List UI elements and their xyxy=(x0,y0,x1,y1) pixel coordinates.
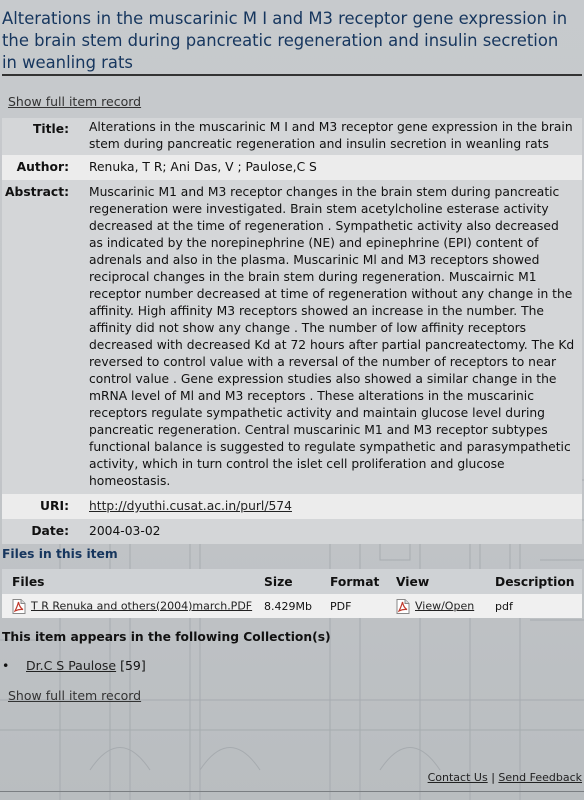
view-open-link[interactable]: View/Open xyxy=(415,599,475,612)
pdf-file-icon xyxy=(12,599,26,614)
column-header: Size xyxy=(254,569,320,594)
metadata-title-value: Alterations in the muscarinic M I and M3 receptor gene expression in the brain stem during pancreatic regeneration and insulin secretion in weanling rats xyxy=(89,120,573,151)
metadata-row-author xyxy=(2,155,582,180)
metadata-row-title xyxy=(2,118,582,155)
collections-heading: This item appears in the following Collection(s) xyxy=(2,630,331,644)
show-full-record-link-top[interactable]: Show full item record xyxy=(8,94,142,109)
contact-us-link[interactable]: Contact Us xyxy=(427,771,488,784)
footer-separator: | xyxy=(491,771,495,784)
metadata-row-date xyxy=(2,519,582,544)
metadata-label: Title: xyxy=(33,122,69,136)
metadata-label: Abstract: xyxy=(5,185,69,199)
metadata-label: Date: xyxy=(31,524,69,538)
uri-link[interactable]: http://dyuthi.cusat.ac.in/purl/574 xyxy=(89,499,292,513)
list-item xyxy=(26,658,146,673)
metadata-label: URI: xyxy=(40,499,69,513)
metadata-row-abstract xyxy=(2,180,582,494)
column-header: Format xyxy=(320,569,386,594)
collection-count: [59] xyxy=(120,658,146,673)
collection-link[interactable]: Dr.C S Paulose xyxy=(26,658,117,673)
file-cell xyxy=(2,594,254,618)
send-feedback-link[interactable]: Send Feedback xyxy=(498,771,582,784)
file-size: 8.429Mb xyxy=(254,594,320,618)
column-header: Description xyxy=(485,569,582,594)
collections-list xyxy=(26,658,146,673)
metadata-row-uri xyxy=(2,494,582,519)
file-name-link[interactable]: T R Renuka and others(2004)march.PDF xyxy=(31,599,253,612)
metadata-table xyxy=(2,118,582,544)
footer xyxy=(428,771,582,784)
metadata-abstract-value: Muscarinic M1 and M3 receptor changes in the brain stem during pancreatic regeneration were investigated. Brain stem acetylcholine esterase activity decreased at the time of regeneration . Sympathetic activity also decreased as indicated by the norepinephrine (NE) and epinephrine (EPI) content of adrenals and also in the plasma. Muscarinic Ml and M3 receptors showed reciprocal changes in the brain stem during regeneration. Muscairnic M1 receptor number decreased at time of regeneration without any change in the affinity. High affinity M3 receptors showed an increase in the number. The affinity did not show any change . The number of low affinity receptors decreased with decreased Kd at 72 hours after partial pancreatectomy. The Kd reversed to control value with a reversal of the number of receptors to near control value . Gene expression studies also showed a similar change in the mRNA level of Ml and M3 receptors . These alterations in the muscarinic receptors regulate sympathetic activity and maintain glucose level during pancreatic regeneration. Central muscarinic M1 and M3 receptor subtypes functional balance is suggested to regulate sympathetic and parasympathetic activity, which in turn control the islet cell proliferation and glucose homeostasis. xyxy=(89,185,575,488)
file-format: PDF xyxy=(320,594,386,618)
files-table-header xyxy=(2,569,582,594)
column-header: View xyxy=(386,569,485,594)
metadata-label: Author: xyxy=(16,160,69,174)
metadata-date-value: 2004-03-02 xyxy=(89,524,161,538)
column-header: Files xyxy=(2,569,254,594)
title-divider xyxy=(2,74,582,76)
files-table xyxy=(2,569,582,618)
file-description: pdf xyxy=(485,594,582,618)
pdf-file-icon xyxy=(396,599,410,614)
metadata-author-value: Renuka, T R; Ani Das, V ; Paulose,C S xyxy=(89,160,317,174)
view-cell xyxy=(386,594,485,618)
table-row xyxy=(2,594,582,618)
show-full-record-link-bottom[interactable]: Show full item record xyxy=(8,688,142,703)
files-section-heading: Files in this item xyxy=(2,547,118,561)
footer-divider xyxy=(0,791,584,792)
page-title: Alterations in the muscarinic M I and M3 receptor gene expression in the brain stem during pancreatic regeneration and insulin secretion in weanling rats xyxy=(2,9,568,72)
